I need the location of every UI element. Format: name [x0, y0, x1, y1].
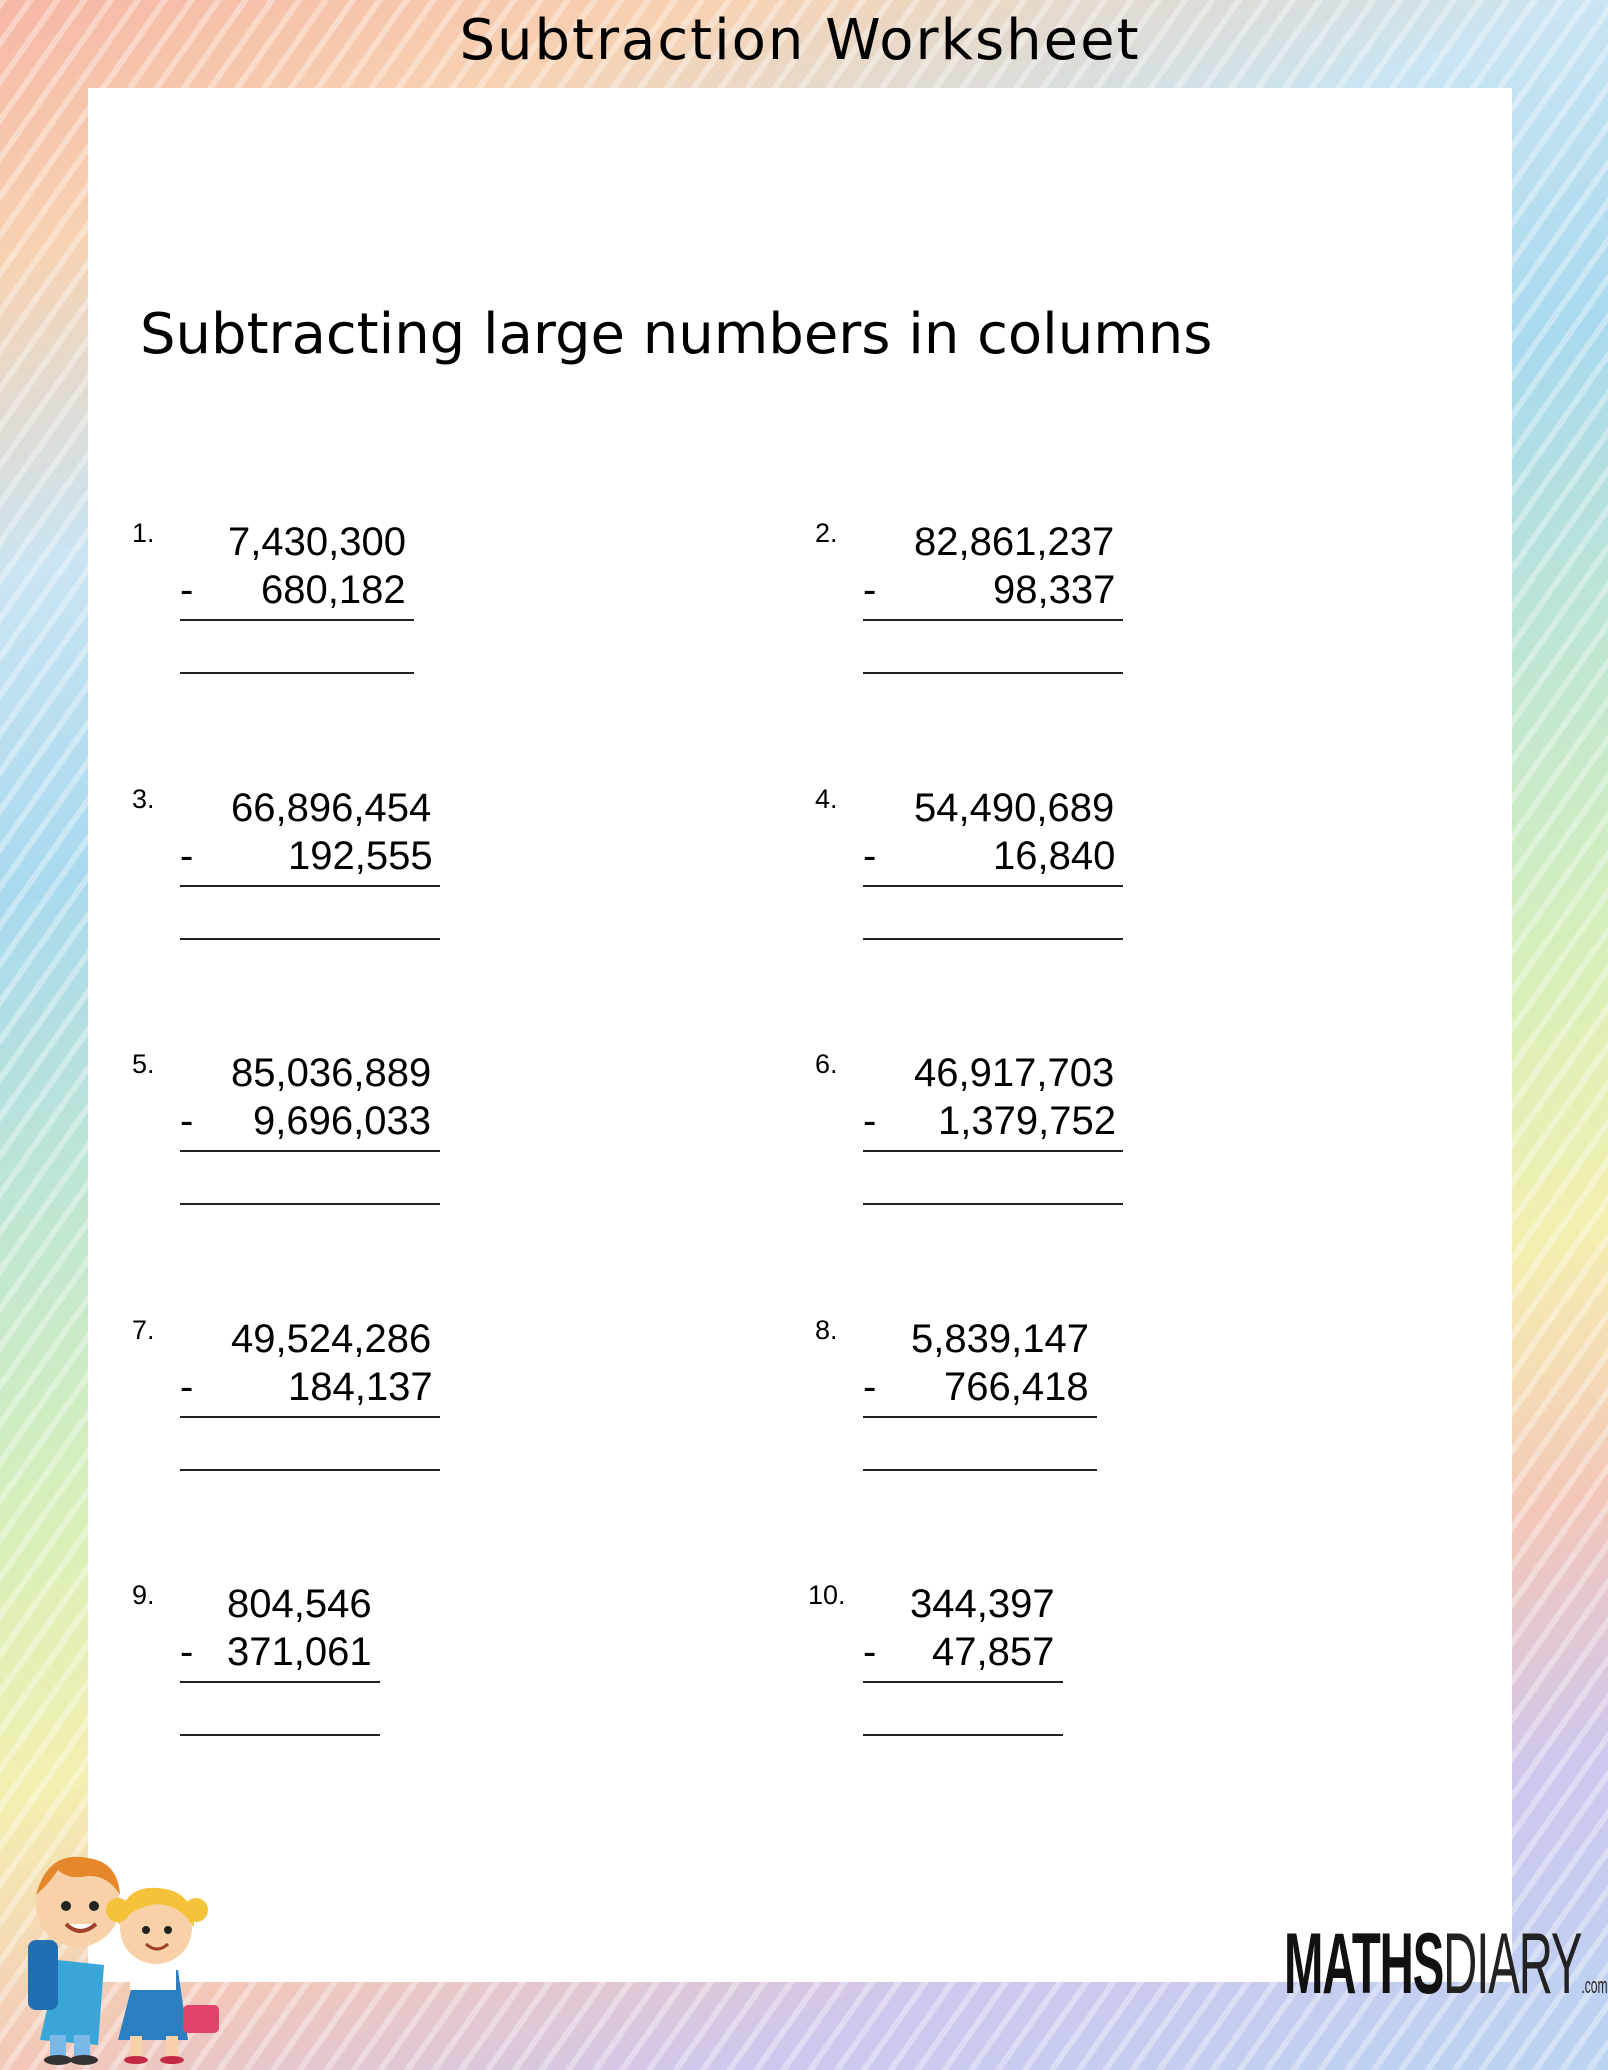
- problem-number: 4.: [815, 784, 838, 814]
- problem-5: [132, 1049, 462, 1239]
- problem-rule: [863, 1150, 1123, 1152]
- problem-rule: [863, 619, 1123, 621]
- problem-rule: [863, 885, 1123, 887]
- problem-rule: [180, 885, 440, 887]
- minus-sign: -: [180, 568, 194, 612]
- answer-line[interactable]: [863, 1734, 1063, 1736]
- problem-rule: [863, 1681, 1063, 1683]
- logo-light-text: DIARY: [1443, 1916, 1582, 2012]
- problem-rule: [180, 1416, 440, 1418]
- answer-line[interactable]: [863, 672, 1123, 674]
- boy-figure: [28, 1857, 120, 2065]
- problem-rule: [863, 1416, 1097, 1418]
- minuend: 7,430,300: [228, 520, 406, 564]
- problem-10: [808, 1580, 1138, 1770]
- mathsdiary-logo: [1284, 1915, 1608, 2014]
- answer-line[interactable]: [180, 1734, 380, 1736]
- minus-sign: -: [180, 1099, 194, 1143]
- logo-suffix: .com: [1581, 1973, 1608, 1998]
- problem-number: 6.: [815, 1049, 838, 1079]
- answer-line[interactable]: [180, 672, 414, 674]
- subtrahend: 371,061: [227, 1630, 372, 1674]
- answer-line[interactable]: [863, 1203, 1123, 1205]
- minuend: 804,546: [227, 1582, 372, 1626]
- answer-line[interactable]: [863, 1469, 1097, 1471]
- problem-number: 3.: [132, 784, 155, 814]
- problem-rule: [180, 1681, 380, 1683]
- answer-line[interactable]: [180, 938, 440, 940]
- minuend: 85,036,889: [231, 1051, 432, 1095]
- problem-2: [815, 518, 1145, 708]
- subtrahend: 9,696,033: [253, 1099, 431, 1143]
- minus-sign: -: [863, 1365, 877, 1409]
- subtrahend: 766,418: [944, 1365, 1089, 1409]
- logo-bold-text: MATHS: [1284, 1916, 1444, 2012]
- subtrahend: 192,555: [288, 834, 433, 878]
- two-kids-cartoon-icon: [18, 1840, 248, 2065]
- problem-7: [132, 1315, 462, 1505]
- problem-rule: [180, 619, 414, 621]
- problem-number: 1.: [132, 518, 155, 548]
- minus-sign: -: [863, 1099, 877, 1143]
- minus-sign: -: [863, 568, 877, 612]
- minuend: 5,839,147: [911, 1317, 1089, 1361]
- answer-line[interactable]: [180, 1469, 440, 1471]
- problem-number: 10.: [808, 1580, 846, 1610]
- problem-number: 9.: [132, 1580, 155, 1610]
- minuend: 344,397: [910, 1582, 1055, 1626]
- minus-sign: -: [180, 834, 194, 878]
- problem-8: [815, 1315, 1145, 1505]
- problem-number: 7.: [132, 1315, 155, 1345]
- minuend: 82,861,237: [914, 520, 1115, 564]
- problem-number: 5.: [132, 1049, 155, 1079]
- problem-3: [132, 784, 462, 974]
- subtrahend: 184,137: [288, 1365, 433, 1409]
- subtrahend: 1,379,752: [938, 1099, 1116, 1143]
- girl-figure: [106, 1888, 219, 2064]
- subtrahend: 16,840: [993, 834, 1116, 878]
- subtrahend: 47,857: [932, 1630, 1055, 1674]
- problem-number: 2.: [815, 518, 838, 548]
- minus-sign: -: [863, 1630, 877, 1674]
- answer-line[interactable]: [863, 938, 1123, 940]
- answer-line[interactable]: [180, 1203, 440, 1205]
- subtrahend: 98,337: [993, 568, 1116, 612]
- minuend: 54,490,689: [914, 786, 1115, 830]
- problem-1: [132, 518, 462, 708]
- subtrahend: 680,182: [261, 568, 406, 612]
- problem-rule: [180, 1150, 440, 1152]
- minuend: 49,524,286: [231, 1317, 432, 1361]
- page-title: Subtraction Worksheet: [459, 8, 1141, 73]
- minus-sign: -: [180, 1630, 194, 1674]
- minus-sign: -: [180, 1365, 194, 1409]
- problem-9: [132, 1580, 462, 1770]
- problem-number: 8.: [815, 1315, 838, 1345]
- minuend: 66,896,454: [231, 786, 432, 830]
- worksheet-subtitle: Subtracting large numbers in columns: [140, 302, 1213, 367]
- problem-6: [815, 1049, 1145, 1239]
- problem-4: [815, 784, 1145, 974]
- minuend: 46,917,703: [914, 1051, 1115, 1095]
- minus-sign: -: [863, 834, 877, 878]
